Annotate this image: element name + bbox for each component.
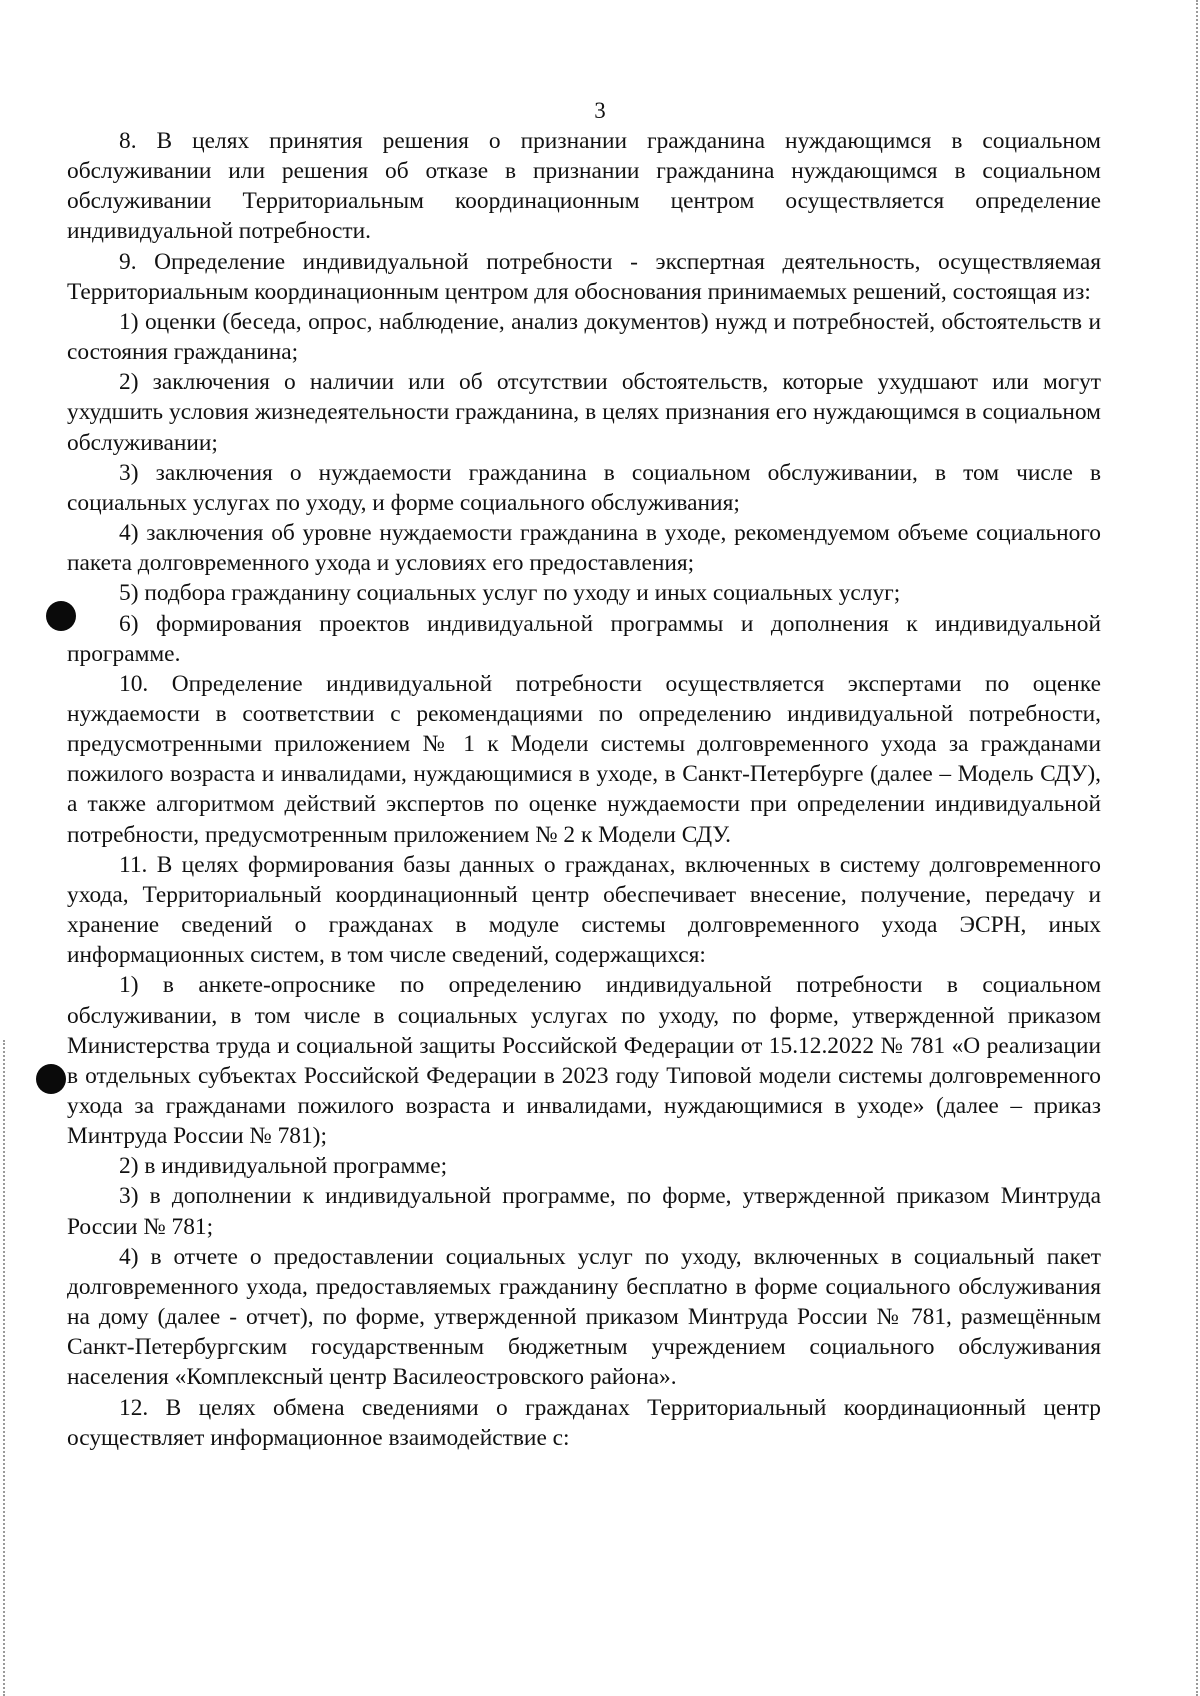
scan-edge-left (3, 1040, 5, 1696)
paragraph-8: 8. В целях принятия решения о признании гражданина нуждающимся в социальном обслуживании или решения об отказе в признании гражданина нуждающимся в социальном обслуживании Территориальным координационным центром осуществляется определение индивидуальной потребности. (67, 128, 1101, 245)
list-item-9-4: 4) заключения об уровне нуждаемости гражданина в уходе, рекомендуемом объеме социального пакета долговременного ухода и условиях его предоставления; (67, 520, 1101, 577)
list-item-11-4: 4) в отчете о предоставлении социальных услуг по уходу, включенных в социальный пакет долговременного ухода, предоставляемых гражданину бесплатно в форме социального обслуживания на дому (далее - отчет), по форме, утвержденной приказом Минтруда России № 781, размещённым Санкт-Петербургским государственным бюджетным учреждением социального обслуживания населения «Комплексный центр Василеостровского района». (67, 1243, 1101, 1391)
list-item-11-3: 3) в дополнении к индивидуальной программе, по форме, утвержденной приказом Минтруда России № 781; (67, 1183, 1101, 1240)
list-item-9-2: 2) заключения о наличии или об отсутствии обстоятельств, которые ухудшают или могут ухудшить условия жизнедеятельности гражданина, в целях признания его нуждающимся в социальном обслуживании; (67, 369, 1101, 456)
punch-hole-mark-top (46, 601, 76, 631)
list-item-9-6: 6) формирования проектов индивидуальной программы и дополнения к индивидуальной программе. (67, 610, 1101, 667)
list-item-9-1: 1) оценки (беседа, опрос, наблюдение, анализ документов) нужд и потребностей, обстоятельств и состояния гражданина; (67, 308, 1101, 366)
list-item-11-1: 1) в анкете-опроснике по определению индивидуальной потребности в социальном обслуживании, в том числе в социальных услугах по уходу, по форме, утвержденной приказом Министерства труда и социальной защиты Российской Федерации от 15.12.2022 № 781 «О реализации в отдельных субъектах Российской Федерации в 2023 году Типовой модели системы долговременного ухода за гражданами пожилого возраста и инвалидами, нуждающимися в уходе» (далее – приказ Минтруда России № 781); (67, 972, 1101, 1150)
document-body (67, 126, 1101, 1453)
list-item-11-2: 2) в индивидуальной программе; (119, 1153, 448, 1180)
list-item-9-5: 5) подбора гражданину социальных услуг по уходу и иных социальных услуг; (119, 580, 901, 607)
page-number: 3 (594, 98, 606, 123)
paragraph-9: 9. Определение индивидуальной потребности - экспертная деятельность, осуществляемая Территориальным координационным центром для обоснования принимаемых решений, состоящая из: (67, 248, 1101, 305)
list-item-9-3: 3) заключения о нуждаемости гражданина в социальном обслуживании, в том числе в социальных услугах по уходу, и форме социального обслуживания; (67, 459, 1101, 516)
paragraph-10: 10. Определение индивидуальной потребности осуществляется экспертами по оценке нуждаемости в соответствии с рекомендациями по определению индивидуальной потребности, предусмотренными приложением № 1 к Модели системы долговременного ухода за гражданами пожилого возраста и инвалидами, нуждающимися в уходе, в Санкт-Петербурге (далее – Модель СДУ), а также алгоритмом действий экспертов по оценке нуждаемости при определении индивидуальной потребности, предусмотренным приложением № 2 к Модели СДУ. (67, 670, 1101, 848)
paragraph-11: 11. В целях формирования базы данных о гражданах, включенных в систему долговременного ухода, Территориальный координационный центр обеспечивает внесение, получение, передачу и хранение сведений о гражданах в модуле системы долговременного ухода ЭСРН, иных информационных систем, в том числе сведений, содержащихся: (67, 851, 1101, 969)
paragraph-12: 12. В целях обмена сведениями о гражданах Территориальный координационный центр осуществляет информационное взаимодействие с: (67, 1394, 1101, 1451)
punch-hole-mark-bottom (36, 1064, 66, 1094)
scan-edge-right (1196, 0, 1198, 1696)
